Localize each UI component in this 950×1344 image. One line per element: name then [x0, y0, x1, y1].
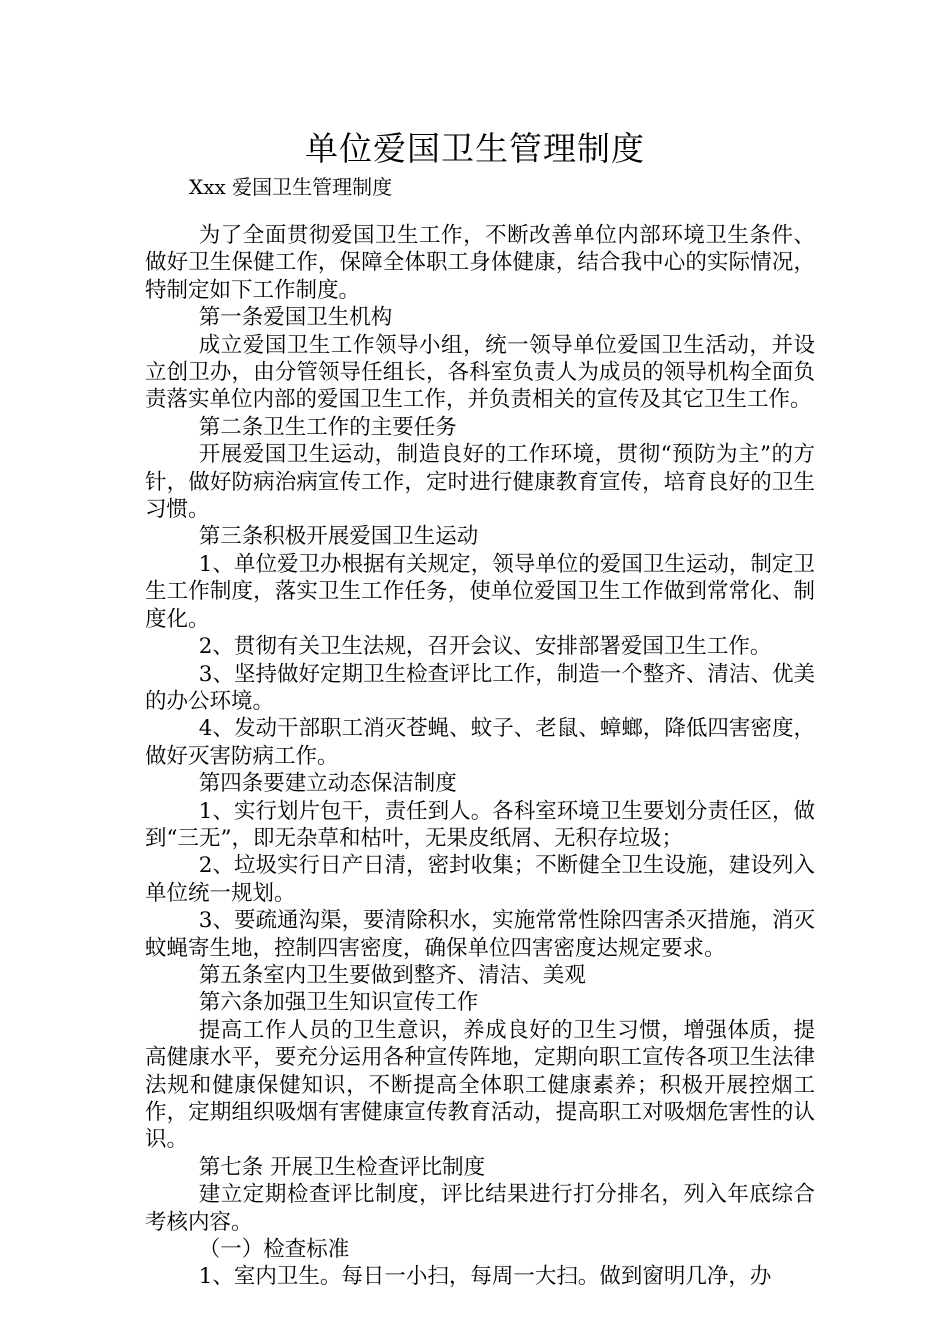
- list-item: 2、贯彻有关卫生法规，召开会议、安排部署爱国卫生工作。: [198, 634, 772, 660]
- list-item: 1、室内卫生。每日一小扫，每周一大扫。做到窗明几净，办: [198, 1264, 772, 1290]
- article-heading: 第二条卫生工作的主要任务: [198, 414, 457, 440]
- article-heading: 第四条要建立动态保洁制度: [198, 771, 457, 797]
- list-item: 3、要疏通沟渠，要清除积水，实施常常性除四害杀灭措施，消灭蚊蝇寄生地，控制四害密度，确保单位四害密度达规定要求。: [145, 908, 815, 961]
- list-item: 1、单位爱卫办根据有关规定，领导单位的爱国卫生运动，制定卫生工作制度，落实卫生工作任务，使单位爱国卫生工作做到常常化、制度化。: [145, 551, 815, 632]
- document-body: [145, 222, 815, 1291]
- body-paragraph: 提高工作人员的卫生意识，养成良好的卫生习惯，增强体质，提高健康水平，要充分运用各种宣传阵地，定期向职工宣传各项卫生法律法规和健康保健知识，不断提高全体职工健康素养；积极开展控烟工作，定期组织吸烟有害健康宣传教育活动，提高职工对吸烟危害性的认识。: [145, 1017, 815, 1153]
- body-paragraph: 建立定期检查评比制度，评比结果进行打分排名，列入年底综合考核内容。: [145, 1182, 815, 1235]
- list-item: 2、垃圾实行日产日清，密封收集；不断健全卫生设施，建设列入单位统一规划。: [145, 853, 815, 906]
- article-heading: 第三条积极开展爱国卫生运动: [198, 524, 479, 550]
- article-heading: 第六条加强卫生知识宣传工作: [198, 990, 479, 1016]
- body-paragraph: 开展爱国卫生运动，制造良好的工作环境，贯彻“预防为主”的方针，做好防病治病宣传工作，定时进行健康教育宣传，培育良好的卫生习惯。: [145, 442, 815, 523]
- article-heading: 第五条室内卫生要做到整齐、清洁、美观: [198, 962, 586, 988]
- body-paragraph: 成立爱国卫生工作领导小组，统一领导单位爱国卫生活动，并设立创卫办，由分管领导任组长，各科室负责人为成员的领导机构全面负责落实单位内部的爱国卫生工作，并负责相关的宣传及其它卫生工作。: [145, 332, 815, 413]
- section-subheading: （一）检查标准: [198, 1237, 350, 1263]
- page-title: 单位爱国卫生管理制度: [305, 129, 645, 168]
- article-heading: 第一条爱国卫生机构: [198, 305, 393, 331]
- intro-paragraph: 为了全面贯彻爱国卫生工作，不断改善单位内部环境卫生条件、做好卫生保健工作，保障全体职工身体健康，结合我中心的实际情况，特制定如下工作制度。: [145, 223, 815, 303]
- list-item: 3、坚持做好定期卫生检查评比工作，制造一个整齐、清洁、优美的办公环境。: [145, 661, 815, 714]
- list-item: 4、发动干部职工消灭苍蝇、蚊子、老鼠、蟑螂，降低四害密度，做好灭害防病工作。: [145, 716, 815, 769]
- list-item: 1、实行划片包干，责任到人。各科室环境卫生要划分责任区，做到“三无”，即无杂草和枯叶，无果皮纸屑、无积存垃圾；: [145, 798, 815, 851]
- article-heading: 第七条 开展卫生检查评比制度: [198, 1154, 486, 1180]
- document-subtitle: Xxx 爱国卫生管理制度: [189, 175, 393, 199]
